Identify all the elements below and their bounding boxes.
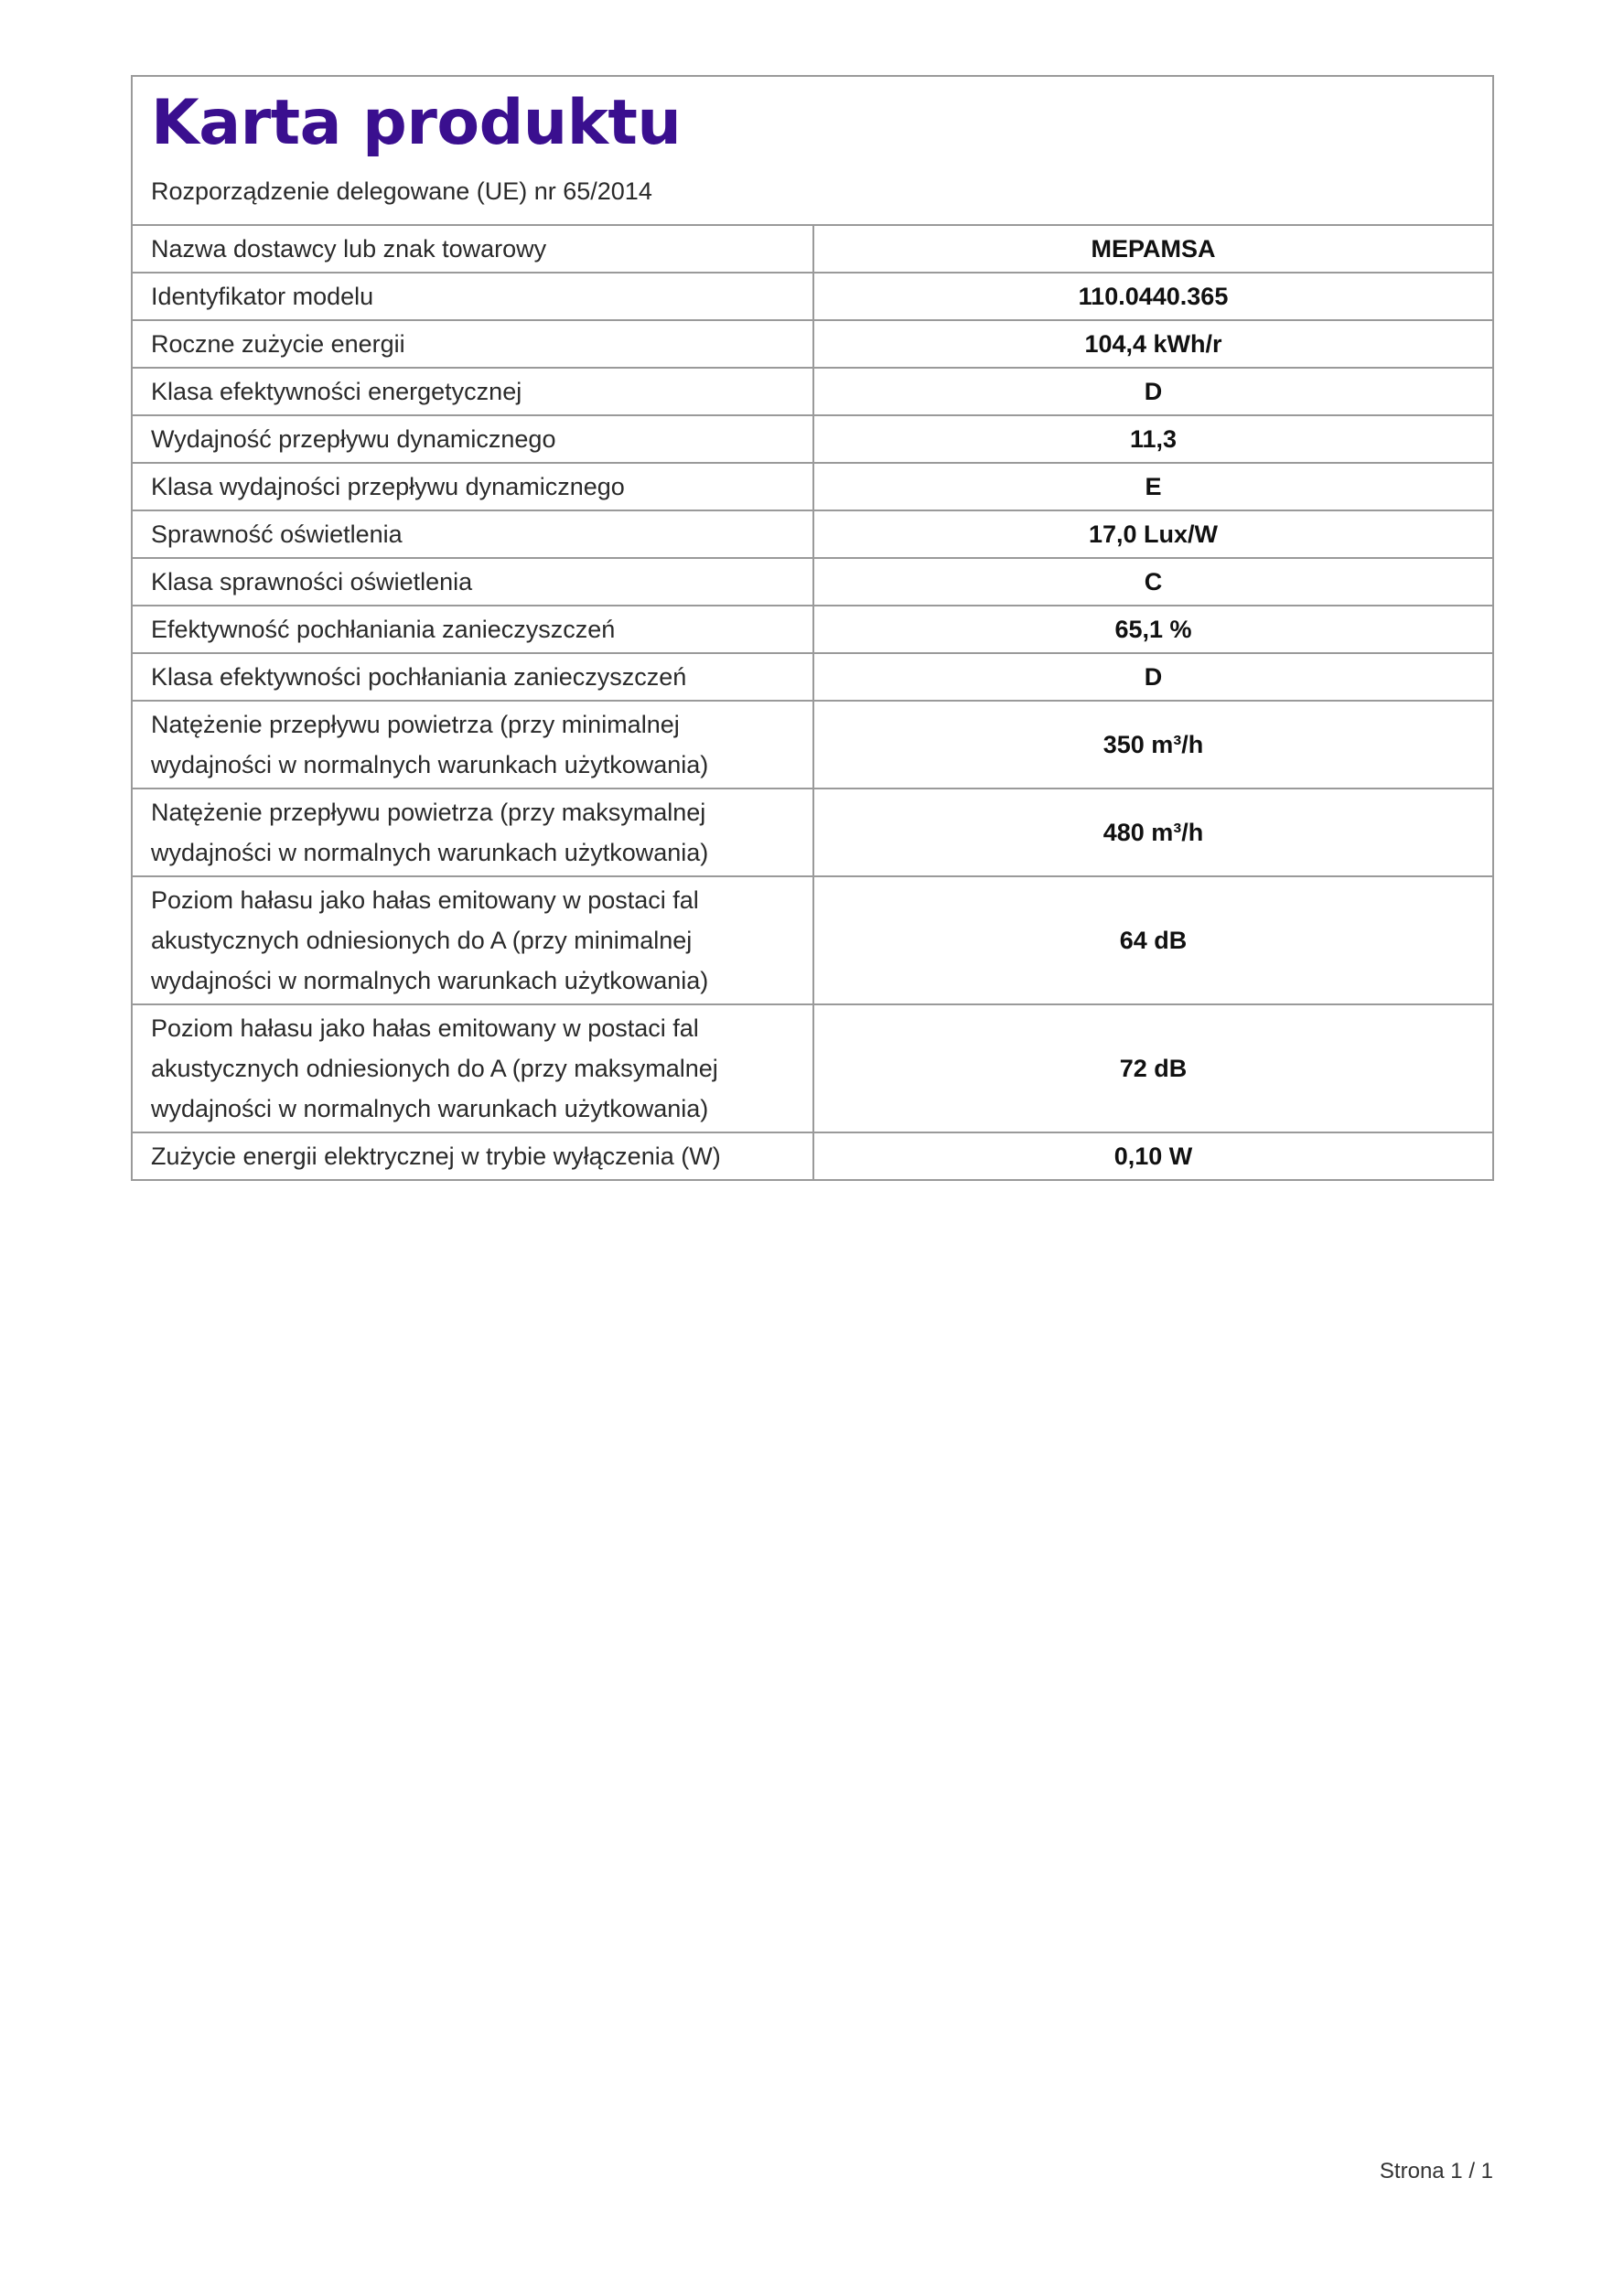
row-value: 11,3 <box>813 415 1492 463</box>
row-value: 350 m³/h <box>813 701 1492 789</box>
table-row <box>133 368 1492 415</box>
row-value: D <box>813 653 1492 701</box>
regulation-subtitle: Rozporządzenie delegowane (UE) nr 65/2014 <box>151 177 652 205</box>
row-value: E <box>813 463 1492 510</box>
product-sheet <box>131 75 1494 1181</box>
row-label: Identyfikator modelu <box>133 273 813 320</box>
row-label: Natężenie przepływu powietrza (przy minimalnej wydajności w normalnych warunkach użytkowania) <box>133 701 813 789</box>
table-row <box>133 415 1492 463</box>
table-row <box>133 273 1492 320</box>
row-value: MEPAMSA <box>1091 235 1216 263</box>
row-value: 104,4 kWh/r <box>813 320 1492 368</box>
row-value: C <box>813 558 1492 606</box>
table-row <box>133 463 1492 510</box>
table-row <box>133 789 1492 876</box>
row-label: Poziom hałasu jako hałas emitowany w postaci fal akustycznych odniesionych do A (przy minimalnej wydajności w normalnych warunkach użytkowania) <box>133 876 813 1004</box>
table-row <box>133 653 1492 701</box>
row-label: Natężenie przepływu powietrza (przy maksymalnej wydajności w normalnych warunkach użytkowania) <box>133 789 813 876</box>
table-row <box>133 876 1492 1004</box>
row-label: Klasa wydajności przepływu dynamicznego <box>133 463 813 510</box>
row-value: 110.0440.365 <box>813 273 1492 320</box>
product-data-table <box>133 226 1492 1179</box>
page-number: Strona 1 / 1 <box>1379 2159 1493 2183</box>
row-value: 65,1 % <box>813 606 1492 653</box>
sheet-header <box>133 77 1492 226</box>
page-title: Karta produktu <box>151 87 682 159</box>
row-label: Klasa efektywności energetycznej <box>133 368 813 415</box>
row-label: Wydajność przepływu dynamicznego <box>133 415 813 463</box>
table-row <box>133 320 1492 368</box>
table-row <box>133 510 1492 558</box>
row-label: Poziom hałasu jako hałas emitowany w postaci fal akustycznych odniesionych do A (przy maksymalnej wydajności w normalnych warunkach użytkowania) <box>133 1004 813 1132</box>
row-value: D <box>813 368 1492 415</box>
row-label: Zużycie energii elektrycznej w trybie wyłączenia (W) <box>133 1132 813 1179</box>
row-value: 72 dB <box>813 1004 1492 1132</box>
row-label: Roczne zużycie energii <box>133 320 813 368</box>
table-row <box>133 558 1492 606</box>
table-row <box>133 701 1492 789</box>
row-value: 64 dB <box>813 876 1492 1004</box>
table-body <box>133 226 1492 1179</box>
row-value: 17,0 Lux/W <box>813 510 1492 558</box>
table-row <box>133 1004 1492 1132</box>
row-label: Efektywność pochłaniania zanieczyszczeń <box>133 606 813 653</box>
row-label: Sprawność oświetlenia <box>133 510 813 558</box>
row-value: 0,10 W <box>813 1132 1492 1179</box>
table-row <box>133 1132 1492 1179</box>
table-row <box>133 226 1492 273</box>
table-row <box>133 606 1492 653</box>
row-label: Klasa efektywności pochłaniania zanieczyszczeń <box>133 653 813 701</box>
row-label: Klasa sprawności oświetlenia <box>133 558 813 606</box>
row-label: Nazwa dostawcy lub znak towarowy <box>133 226 813 273</box>
row-value: 480 m³/h <box>813 789 1492 876</box>
